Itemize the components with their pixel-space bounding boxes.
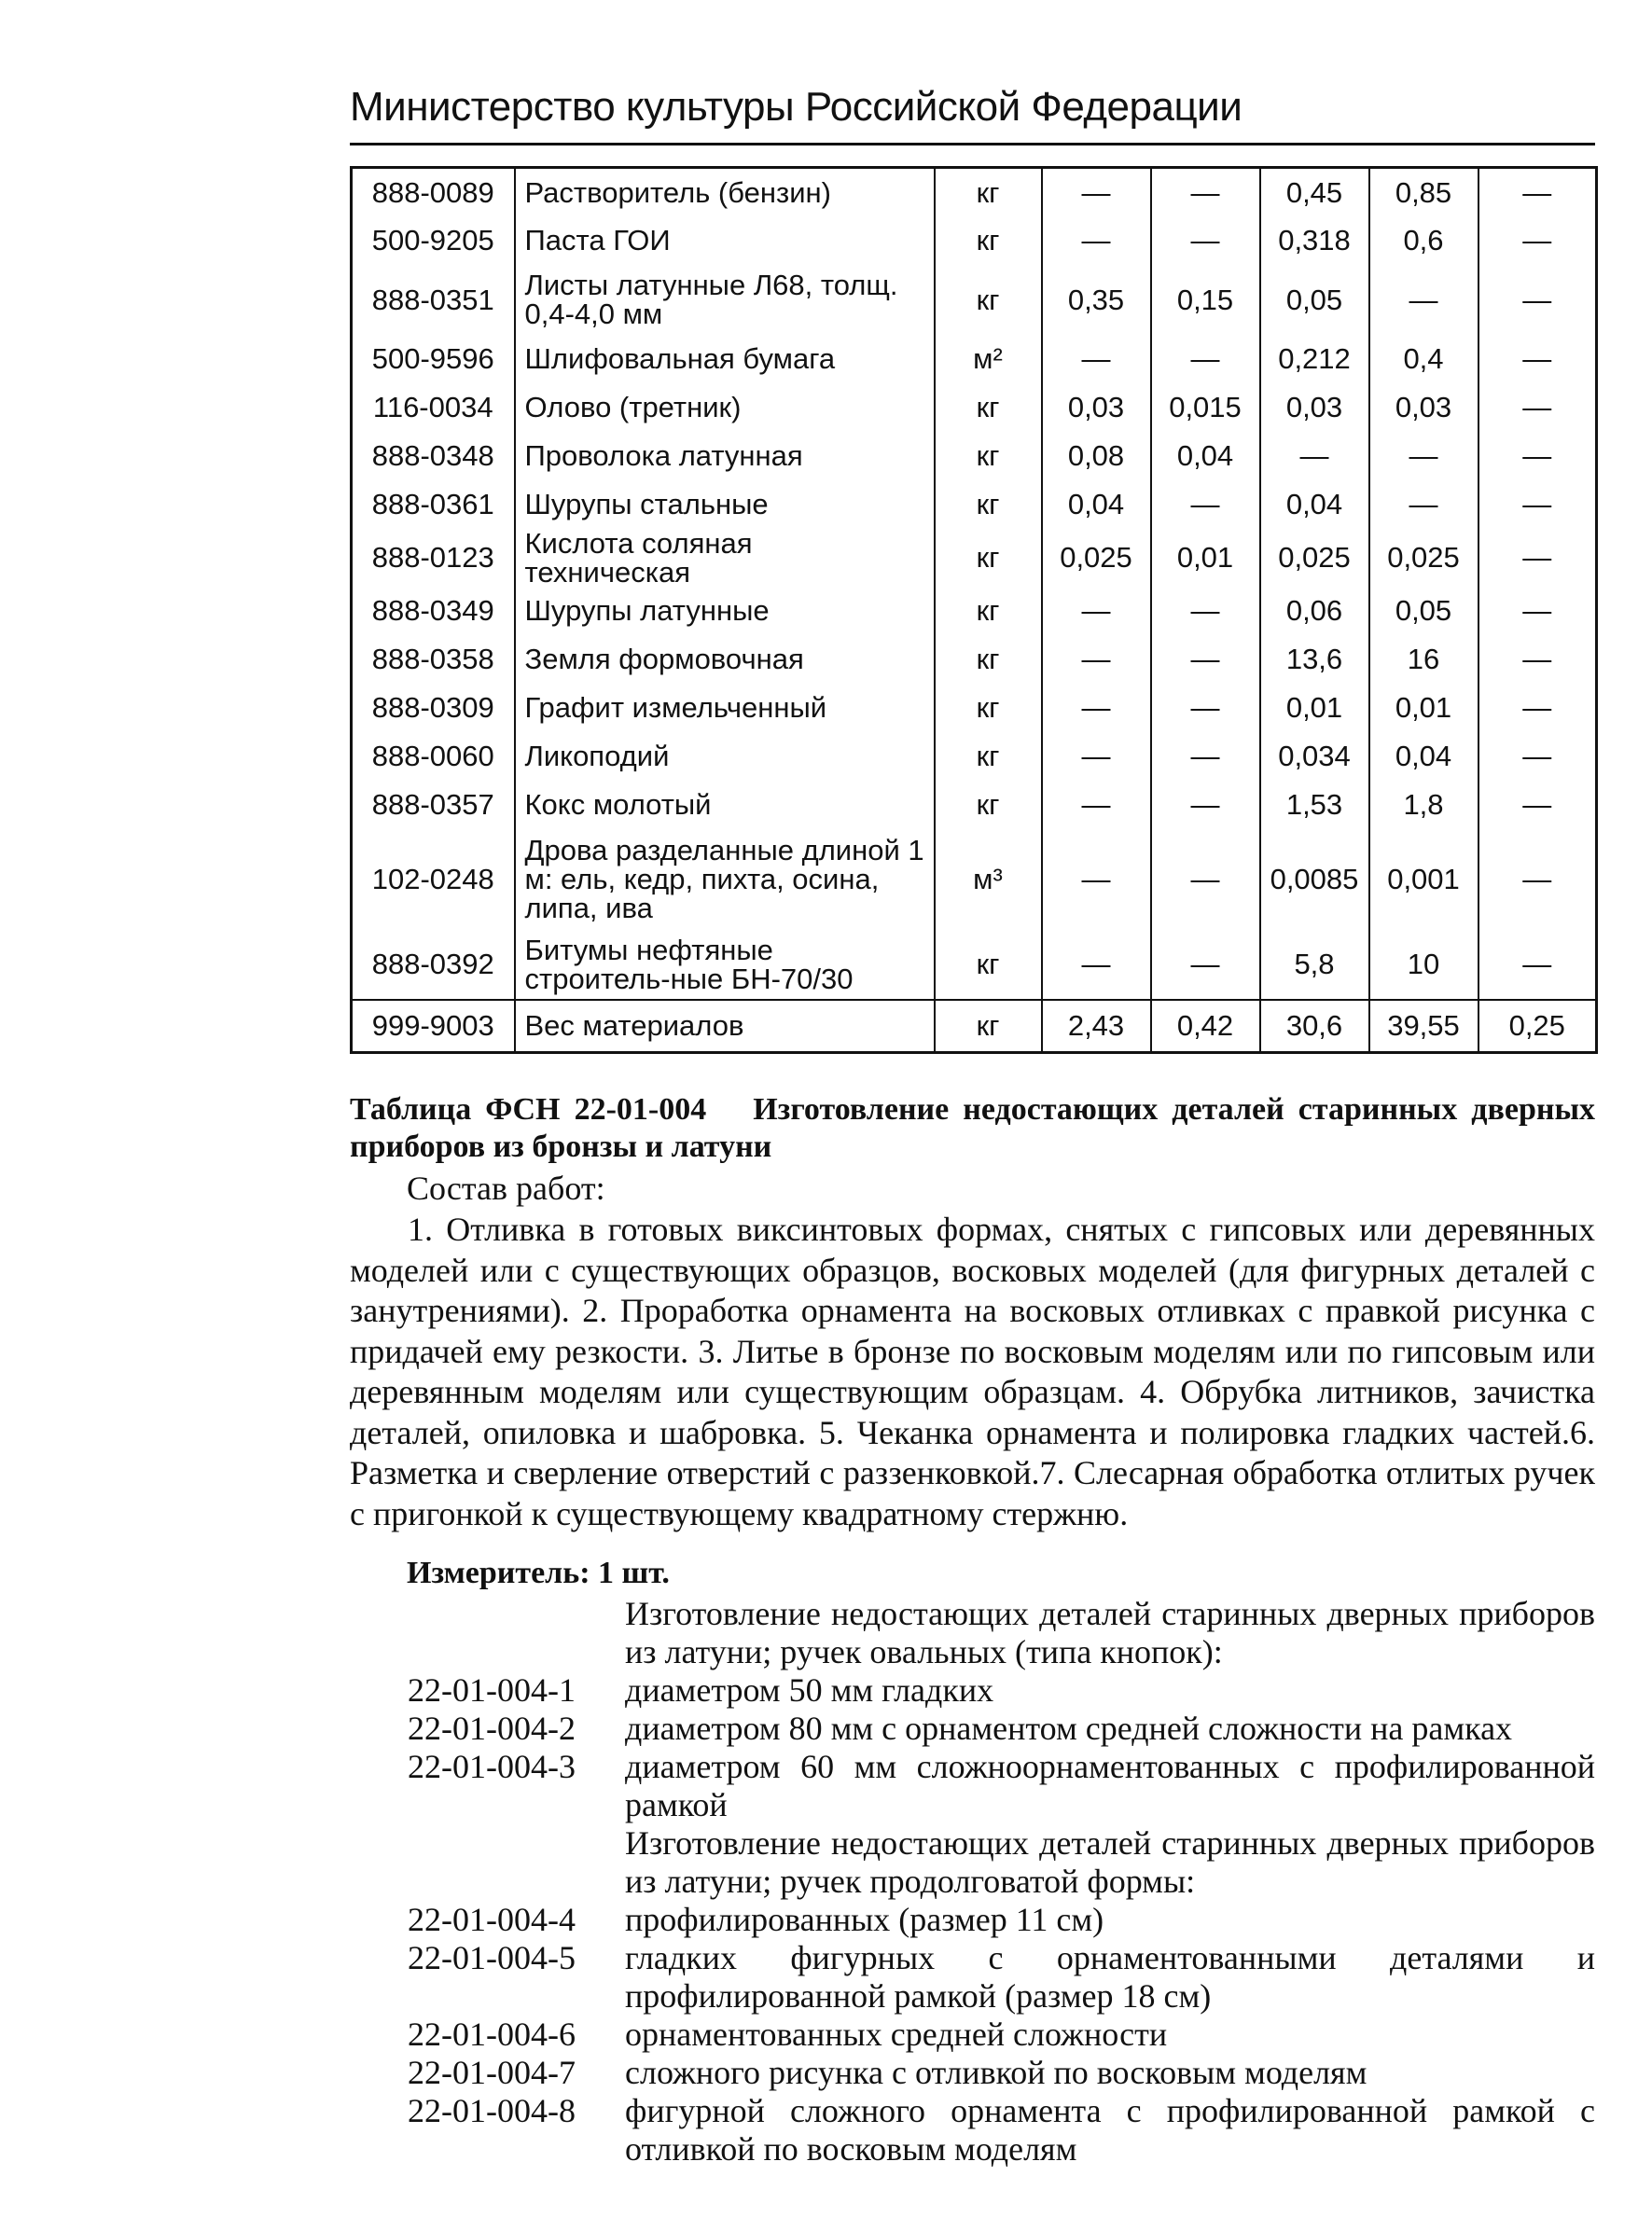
cell-c4: 10 <box>1369 930 1478 1000</box>
cell-c1: — <box>1042 684 1151 732</box>
cell-name: Шлифовальная бумага <box>515 335 935 383</box>
cell-c5: — <box>1478 930 1597 1000</box>
cell-code: 888-0123 <box>352 529 515 587</box>
cell-c4: 0,04 <box>1369 732 1478 781</box>
cell-c4: 1,8 <box>1369 781 1478 829</box>
cell-code: 116-0034 <box>352 383 515 432</box>
cell-c3: — <box>1260 432 1369 480</box>
section-title <box>350 1091 1595 1166</box>
cell-c3: 0,06 <box>1260 587 1369 635</box>
cell-c5: — <box>1478 480 1597 529</box>
norm-description: диаметром 50 мм гладких <box>625 1671 994 1709</box>
cell-name: Шурупы латунные <box>515 587 935 635</box>
norms-list <box>350 1595 1595 2169</box>
table-row <box>352 829 1597 930</box>
table-row <box>352 529 1597 587</box>
running-title: Министерство культуры Российской Федерации <box>350 84 1242 130</box>
works-label: Состав работ: <box>407 1170 605 1207</box>
cell-unit: кг <box>935 168 1042 216</box>
cell-c1: — <box>1042 732 1151 781</box>
norm-code: 22-01-004-6 <box>408 2016 576 2053</box>
cell-unit: м² <box>935 335 1042 383</box>
cell-c5: — <box>1478 265 1597 335</box>
cell-c4: 39,55 <box>1369 1000 1478 1053</box>
norm-item <box>350 1748 1595 1824</box>
cell-c4: — <box>1369 480 1478 529</box>
cell-c1: — <box>1042 335 1151 383</box>
cell-c4: 16 <box>1369 635 1478 684</box>
cell-c1: — <box>1042 930 1151 1000</box>
cell-c1: — <box>1042 781 1151 829</box>
materials-table <box>350 166 1598 1054</box>
cell-c1: 2,43 <box>1042 1000 1151 1053</box>
cell-c1: — <box>1042 829 1151 930</box>
cell-name: Дрова разделанные длиной 1 м: ель, кедр, пихта, осина, липа, ива <box>515 829 935 930</box>
cell-c1: — <box>1042 168 1151 216</box>
norm-description: орнаментованных средней сложности <box>625 2016 1168 2053</box>
cell-c5: — <box>1478 684 1597 732</box>
cell-c2: — <box>1151 684 1260 732</box>
cell-name: Растворитель (бензин) <box>515 168 935 216</box>
cell-unit: кг <box>935 529 1042 587</box>
cell-c5: — <box>1478 335 1597 383</box>
table-row <box>352 1000 1597 1053</box>
cell-c1: — <box>1042 587 1151 635</box>
cell-code: 888-0349 <box>352 587 515 635</box>
norm-description: фигурной сложного орнамента с профилированной рамкой с отливкой по восковым моделям <box>625 2092 1595 2168</box>
cell-c2: — <box>1151 781 1260 829</box>
cell-c2: — <box>1151 168 1260 216</box>
cell-unit: кг <box>935 480 1042 529</box>
cell-code: 888-0392 <box>352 930 515 1000</box>
cell-name: Кокс молотый <box>515 781 935 829</box>
table-row <box>352 732 1597 781</box>
cell-unit: кг <box>935 383 1042 432</box>
cell-c2: — <box>1151 829 1260 930</box>
cell-unit: кг <box>935 587 1042 635</box>
cell-c5: — <box>1478 216 1597 265</box>
cell-c1: — <box>1042 216 1151 265</box>
norm-code: 22-01-004-1 <box>408 1671 576 1709</box>
norm-group-1 <box>350 1671 1595 1824</box>
cell-c4: 0,4 <box>1369 335 1478 383</box>
cell-c3: 0,025 <box>1260 529 1369 587</box>
cell-c2: 0,04 <box>1151 432 1260 480</box>
cell-c3: 0,05 <box>1260 265 1369 335</box>
cell-code: 500-9205 <box>352 216 515 265</box>
cell-c5: — <box>1478 732 1597 781</box>
cell-c4: 0,85 <box>1369 168 1478 216</box>
norm-description: сложного рисунка с отливкой по восковым моделям <box>625 2054 1367 2091</box>
cell-c4: 0,01 <box>1369 684 1478 732</box>
cell-c4: — <box>1369 432 1478 480</box>
cell-name: Графит измельченный <box>515 684 935 732</box>
cell-c5: — <box>1478 168 1597 216</box>
cell-c5: — <box>1478 781 1597 829</box>
cell-c3: 0,04 <box>1260 480 1369 529</box>
norm-description: гладких фигурных с орнаментованными деталями и профилированной рамкой (размер 18 см) <box>625 1939 1595 2015</box>
norm-code: 22-01-004-7 <box>408 2054 576 2091</box>
cell-c3: 0,03 <box>1260 383 1369 432</box>
cell-name: Ликоподий <box>515 732 935 781</box>
cell-code: 999-9003 <box>352 1000 515 1053</box>
cell-c2: 0,01 <box>1151 529 1260 587</box>
cell-c1: 0,08 <box>1042 432 1151 480</box>
cell-unit: кг <box>935 432 1042 480</box>
cell-name: Паста ГОИ <box>515 216 935 265</box>
table-row <box>352 684 1597 732</box>
cell-name: Битумы нефтяные строитель-ные БН-70/30 <box>515 930 935 1000</box>
cell-unit: кг <box>935 930 1042 1000</box>
cell-c2: — <box>1151 635 1260 684</box>
cell-c4: 0,025 <box>1369 529 1478 587</box>
cell-c2: — <box>1151 930 1260 1000</box>
cell-name: Кислота соляная техническая <box>515 529 935 587</box>
norm-code: 22-01-004-8 <box>408 2092 576 2129</box>
cell-unit: кг <box>935 684 1042 732</box>
cell-code: 888-0309 <box>352 684 515 732</box>
cell-unit: кг <box>935 732 1042 781</box>
cell-c2: — <box>1151 732 1260 781</box>
cell-c5: 0,25 <box>1478 1000 1597 1053</box>
cell-code: 888-0089 <box>352 168 515 216</box>
cell-c2: 0,42 <box>1151 1000 1260 1053</box>
cell-unit: кг <box>935 1000 1042 1053</box>
table-row <box>352 335 1597 383</box>
table-row <box>352 635 1597 684</box>
norm-code: 22-01-004-3 <box>408 1748 576 1785</box>
cell-c5: — <box>1478 432 1597 480</box>
cell-name: Вес материалов <box>515 1000 935 1053</box>
norm-group-2 <box>350 1901 1595 2169</box>
cell-c5: — <box>1478 829 1597 930</box>
norm-item <box>350 2092 1595 2169</box>
cell-code: 500-9596 <box>352 335 515 383</box>
cell-code: 888-0351 <box>352 265 515 335</box>
cell-c3: 0,0085 <box>1260 829 1369 930</box>
norm-code: 22-01-004-2 <box>408 1710 576 1747</box>
table-row <box>352 781 1597 829</box>
cell-c1: 0,35 <box>1042 265 1151 335</box>
norm-item <box>350 2016 1595 2054</box>
cell-name: Олово (третник) <box>515 383 935 432</box>
cell-c1: 0,03 <box>1042 383 1151 432</box>
table-row <box>352 432 1597 480</box>
cell-c3: 0,034 <box>1260 732 1369 781</box>
cell-c5: — <box>1478 635 1597 684</box>
cell-c3: 30,6 <box>1260 1000 1369 1053</box>
cell-c3: 1,53 <box>1260 781 1369 829</box>
norm-item <box>350 1710 1595 1748</box>
table-row <box>352 216 1597 265</box>
cell-c2: 0,15 <box>1151 265 1260 335</box>
cell-c1: 0,025 <box>1042 529 1151 587</box>
cell-code: 102-0248 <box>352 829 515 930</box>
norm-group-heading: Изготовление недостающих деталей старинных дверных приборов из латуни; ручек овальных (типа кнопок): <box>625 1595 1595 1670</box>
norm-code: 22-01-004-4 <box>408 1901 576 1938</box>
cell-unit: кг <box>935 216 1042 265</box>
norm-group-heading: Изготовление недостающих деталей старинных дверных приборов из латуни; ручек продолговатой формы: <box>625 1824 1595 1900</box>
cell-code: 888-0358 <box>352 635 515 684</box>
cell-code: 888-0348 <box>352 432 515 480</box>
cell-c3: 0,318 <box>1260 216 1369 265</box>
cell-c4: 0,001 <box>1369 829 1478 930</box>
cell-c4: 0,6 <box>1369 216 1478 265</box>
cell-c3: 0,212 <box>1260 335 1369 383</box>
cell-c5: — <box>1478 383 1597 432</box>
cell-c4: 0,03 <box>1369 383 1478 432</box>
table-row <box>352 168 1597 216</box>
measure-unit: Измеритель: 1 шт. <box>407 1556 670 1590</box>
cell-unit: м³ <box>935 829 1042 930</box>
cell-c3: 0,01 <box>1260 684 1369 732</box>
norm-item <box>350 2054 1595 2092</box>
cell-c4: 0,05 <box>1369 587 1478 635</box>
cell-c1: 0,04 <box>1042 480 1151 529</box>
table-row <box>352 480 1597 529</box>
cell-c5: — <box>1478 587 1597 635</box>
norm-item <box>350 1671 1595 1710</box>
header-rule <box>350 143 1595 145</box>
cell-name: Проволока латунная <box>515 432 935 480</box>
works-description: 1. Отливка в готовых виксинтовых формах, снятых с гипсовых или деревянных моделей или с существующих образцов, восковых моделей (для фигурных деталей с занутрениями). 2. Проработка орнамента на восковых отливках с правкой рисунка с придачей ему резкости. 3. Литье в бронзе по восковым моделям или по гипсовым или деревянным моделям или существующим образцам. 4. Обрубка литников, зачистка деталей, опиловка и шабровка. 5. Чеканка орнамента и полировка гладких частей.6. Разметка и сверление отверстий с раззенковкой.7. Слесарная обработка отлитых ручек с пригонкой к существующему квадратному стержню. <box>350 1211 1595 1532</box>
cell-code: 888-0361 <box>352 480 515 529</box>
cell-c2: 0,015 <box>1151 383 1260 432</box>
table-row <box>352 383 1597 432</box>
cell-c3: 0,45 <box>1260 168 1369 216</box>
cell-c5: — <box>1478 529 1597 587</box>
norm-description: профилированных (размер 11 см) <box>625 1901 1104 1938</box>
norm-item <box>350 1901 1595 1939</box>
table-row <box>352 587 1597 635</box>
cell-unit: кг <box>935 781 1042 829</box>
cell-c3: 13,6 <box>1260 635 1369 684</box>
cell-name: Листы латунные Л68, толщ. 0,4-4,0 мм <box>515 265 935 335</box>
cell-c2: — <box>1151 335 1260 383</box>
norm-item <box>350 1939 1595 2016</box>
cell-c2: — <box>1151 216 1260 265</box>
cell-c3: 5,8 <box>1260 930 1369 1000</box>
table-title: Изготовление недостающих деталей старинных дверных приборов из бронзы и латуни <box>350 1092 1595 1164</box>
table-reference: Таблица ФСН 22-01-004 <box>350 1092 707 1127</box>
cell-code: 888-0357 <box>352 781 515 829</box>
cell-c2: — <box>1151 587 1260 635</box>
cell-c2: — <box>1151 480 1260 529</box>
cell-unit: кг <box>935 265 1042 335</box>
cell-unit: кг <box>935 635 1042 684</box>
norm-description: диаметром 80 мм с орнаментом средней сложности на рамках <box>625 1710 1513 1747</box>
cell-c4: — <box>1369 265 1478 335</box>
table-row <box>352 265 1597 335</box>
table-row <box>352 930 1597 1000</box>
cell-name: Шурупы стальные <box>515 480 935 529</box>
norm-description: диаметром 60 мм сложноорнаментованных с профилированной рамкой <box>625 1748 1595 1823</box>
cell-code: 888-0060 <box>352 732 515 781</box>
cell-name: Земля формовочная <box>515 635 935 684</box>
materials-table-body <box>352 168 1597 1053</box>
norm-code: 22-01-004-5 <box>408 1939 576 1976</box>
cell-c1: — <box>1042 635 1151 684</box>
